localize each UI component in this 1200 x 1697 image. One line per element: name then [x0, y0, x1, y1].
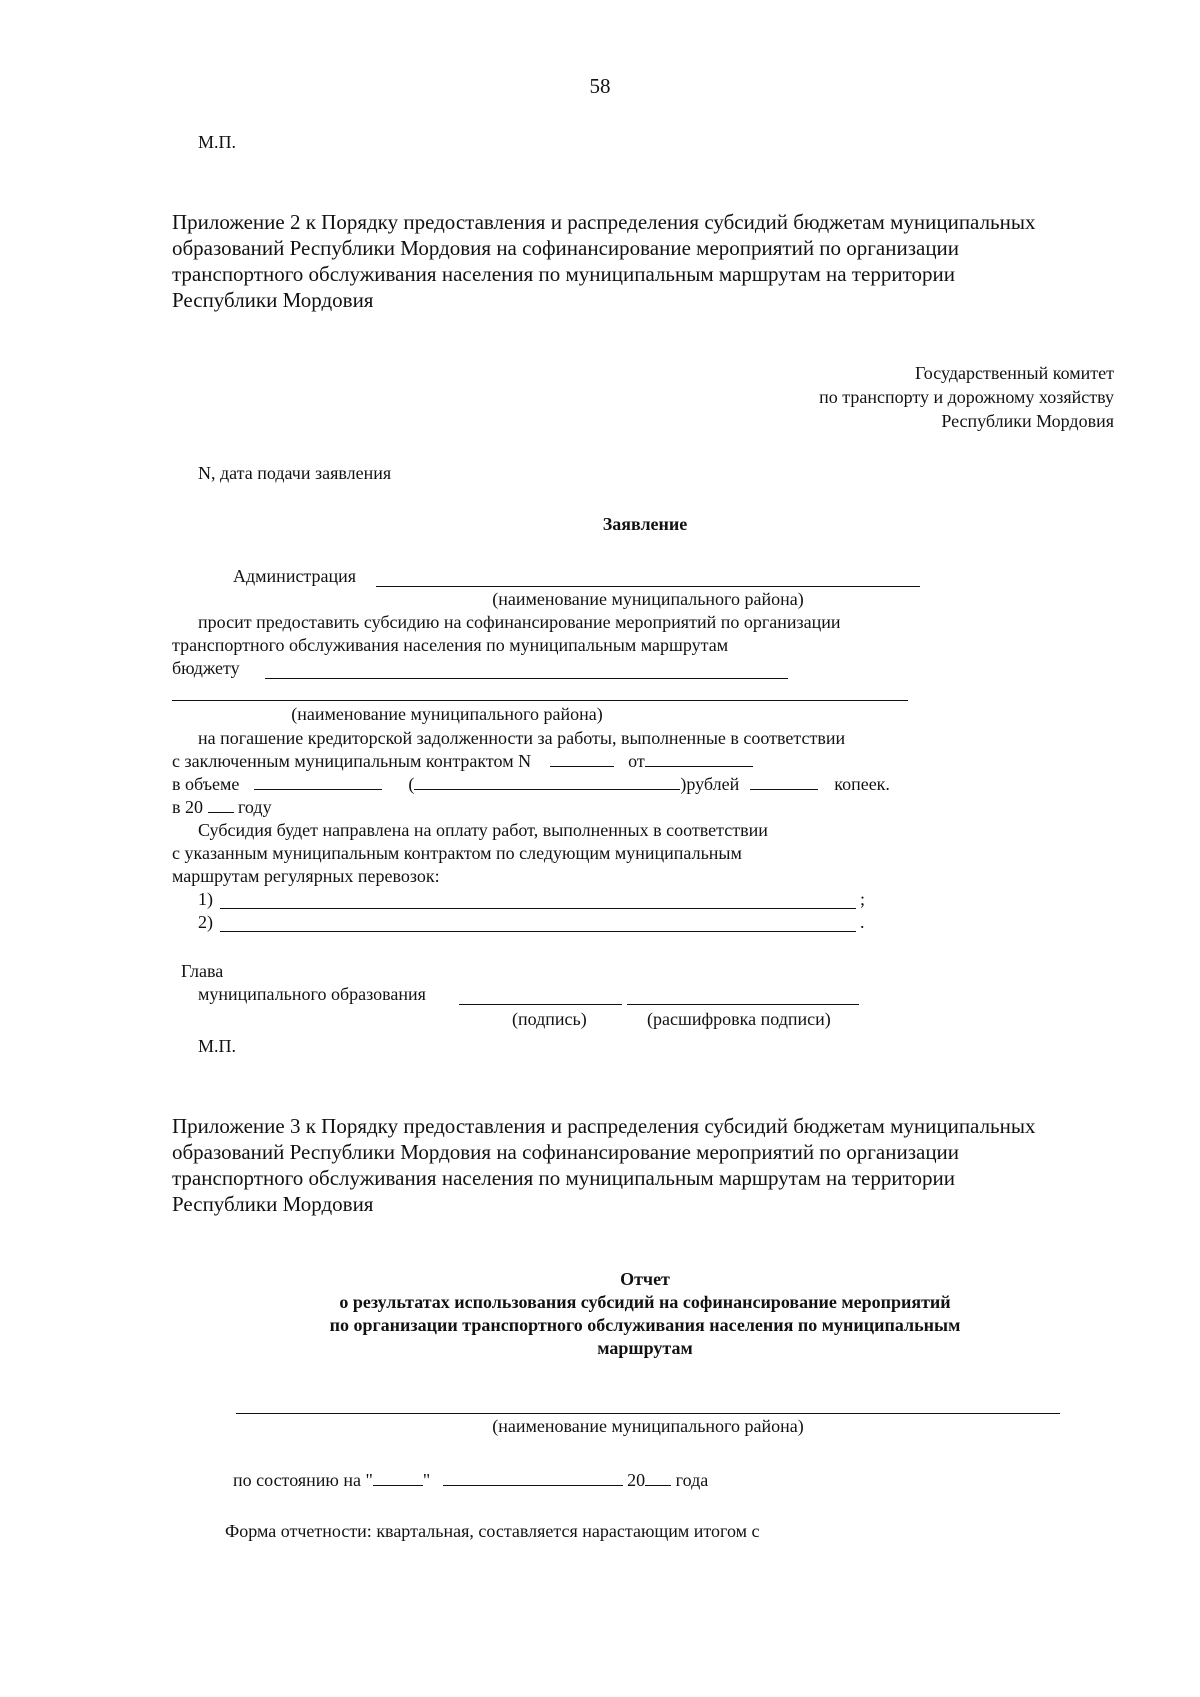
kopecks-field[interactable]	[750, 775, 818, 790]
request-line: просит предоставить субсидию на софинансирование мероприятий по организации	[198, 612, 841, 632]
debt-line: на погашение кредиторской задолженности за работы, выполненные в соответствии	[198, 728, 846, 748]
contract-from-label: от	[628, 751, 645, 771]
contract-date-field[interactable]	[645, 752, 753, 767]
as-of-month-field[interactable]	[443, 1471, 623, 1486]
as-of-suffix: года	[675, 1470, 709, 1490]
signature-decoding-field-line[interactable]	[627, 1004, 859, 1005]
district-name-hint: (наименование муниципального района)	[291, 704, 603, 724]
annex-3-heading	[172, 1113, 1112, 1217]
route-end-mark: ;	[860, 889, 866, 909]
annex-2-line: Республики Мордовия	[172, 288, 374, 312]
as-of-day-field[interactable]	[373, 1471, 423, 1486]
report-title-line: маршрутам	[597, 1338, 693, 1358]
volume-open-paren: (	[408, 774, 415, 794]
district-name-hint: (наименование муниципального района)	[492, 589, 804, 609]
request-line: транспортного обслуживания населения по муниципальным маршрутам	[172, 635, 729, 655]
head-label: Глава	[181, 961, 224, 981]
signature-hint: (подпись)	[512, 1009, 587, 1029]
annex-2-line: Приложение 2 к Порядку предоставления и распределения субсидий бюджетам муниципальных	[172, 210, 1036, 234]
subsidy-line: с указанным муниципальным контрактом по следующим муниципальным	[172, 843, 742, 863]
report-title-line: Отчет	[620, 1269, 670, 1289]
subsidy-line: маршрутам регулярных перевозок:	[172, 866, 440, 886]
rubles-label: )рублей	[680, 774, 740, 794]
year-suffix: году	[238, 797, 272, 817]
stamp-label: М.П.	[198, 132, 237, 152]
route-number: 2)	[198, 912, 213, 932]
contract-line	[172, 751, 753, 772]
report-date-line	[233, 1470, 708, 1491]
route-field-line[interactable]	[220, 908, 856, 909]
contract-number-field[interactable]	[550, 752, 614, 767]
annex-3-line: Приложение 3 к Порядку предоставления и распределения субсидий бюджетам муниципальных	[172, 1114, 1036, 1138]
application-number-label: N, дата подачи заявления	[198, 463, 392, 483]
year-line	[172, 797, 272, 818]
budget-field-line-continued	[172, 700, 908, 701]
year-prefix: в 20	[172, 797, 203, 817]
stamp-label: М.П.	[198, 1036, 237, 1056]
volume-amount-field[interactable]	[254, 775, 382, 790]
report-title	[0, 1268, 1200, 1360]
route-number: 1)	[198, 889, 213, 909]
volume-label: в объеме	[172, 774, 240, 794]
annex-2-heading	[172, 209, 1112, 313]
volume-line	[172, 774, 890, 795]
route-field-line[interactable]	[220, 931, 856, 932]
signature-field-line[interactable]	[459, 1004, 622, 1005]
year-field[interactable]	[208, 798, 234, 813]
volume-words-field[interactable]	[414, 775, 680, 790]
annex-2-line: транспортного обслуживания населения по муниципальным маршрутам на территории	[172, 262, 955, 286]
budget-label: бюджету	[172, 658, 240, 678]
report-title-line: по организации транспортного обслуживания населения по муниципальным	[329, 1315, 961, 1335]
annex-2-line: образований Республики Мордовия на софинансирование мероприятий по организации	[172, 236, 960, 260]
administration-label: Администрация	[233, 566, 357, 586]
as-of-prefix: по состоянию на "	[233, 1470, 373, 1490]
application-title: Заявление	[602, 514, 688, 534]
municipality-label: муниципального образования	[198, 984, 426, 1004]
addressee-block	[819, 361, 1114, 433]
contract-prefix: с заключенным муниципальным контрактом N	[172, 751, 532, 771]
report-district-field-line[interactable]	[236, 1413, 1060, 1414]
page-number: 58	[589, 74, 611, 98]
addressee-line: по транспорту и дорожному хозяйству	[819, 387, 1114, 407]
addressee-line: Государственный комитет	[914, 363, 1114, 383]
administration-field-line	[376, 586, 920, 587]
report-title-line: о результатах использования субсидий на софинансирование мероприятий	[339, 1292, 951, 1312]
decoding-hint: (расшифровка подписи)	[647, 1009, 831, 1029]
addressee-line: Республики Мордовия	[941, 411, 1114, 431]
annex-3-line: транспортного обслуживания населения по муниципальным маршрутам на территории	[172, 1166, 955, 1190]
district-name-hint: (наименование муниципального района)	[492, 1416, 804, 1436]
annex-3-line: образований Республики Мордовия на софинансирование мероприятий по организации	[172, 1140, 960, 1164]
subsidy-line: Субсидия будет направлена на оплату работ, выполненных в соответствии	[198, 820, 768, 840]
report-form-line: Форма отчетности: квартальная, составляется нарастающим итогом с	[225, 1521, 760, 1541]
as-of-year-field[interactable]	[645, 1471, 671, 1486]
budget-field-line	[265, 678, 788, 679]
kopecks-label: копеек.	[834, 774, 890, 794]
annex-3-line: Республики Мордовия	[172, 1192, 374, 1216]
as-of-year-prefix: 20	[627, 1470, 646, 1490]
route-end-mark: .	[860, 912, 865, 932]
as-of-quote: "	[422, 1470, 431, 1490]
